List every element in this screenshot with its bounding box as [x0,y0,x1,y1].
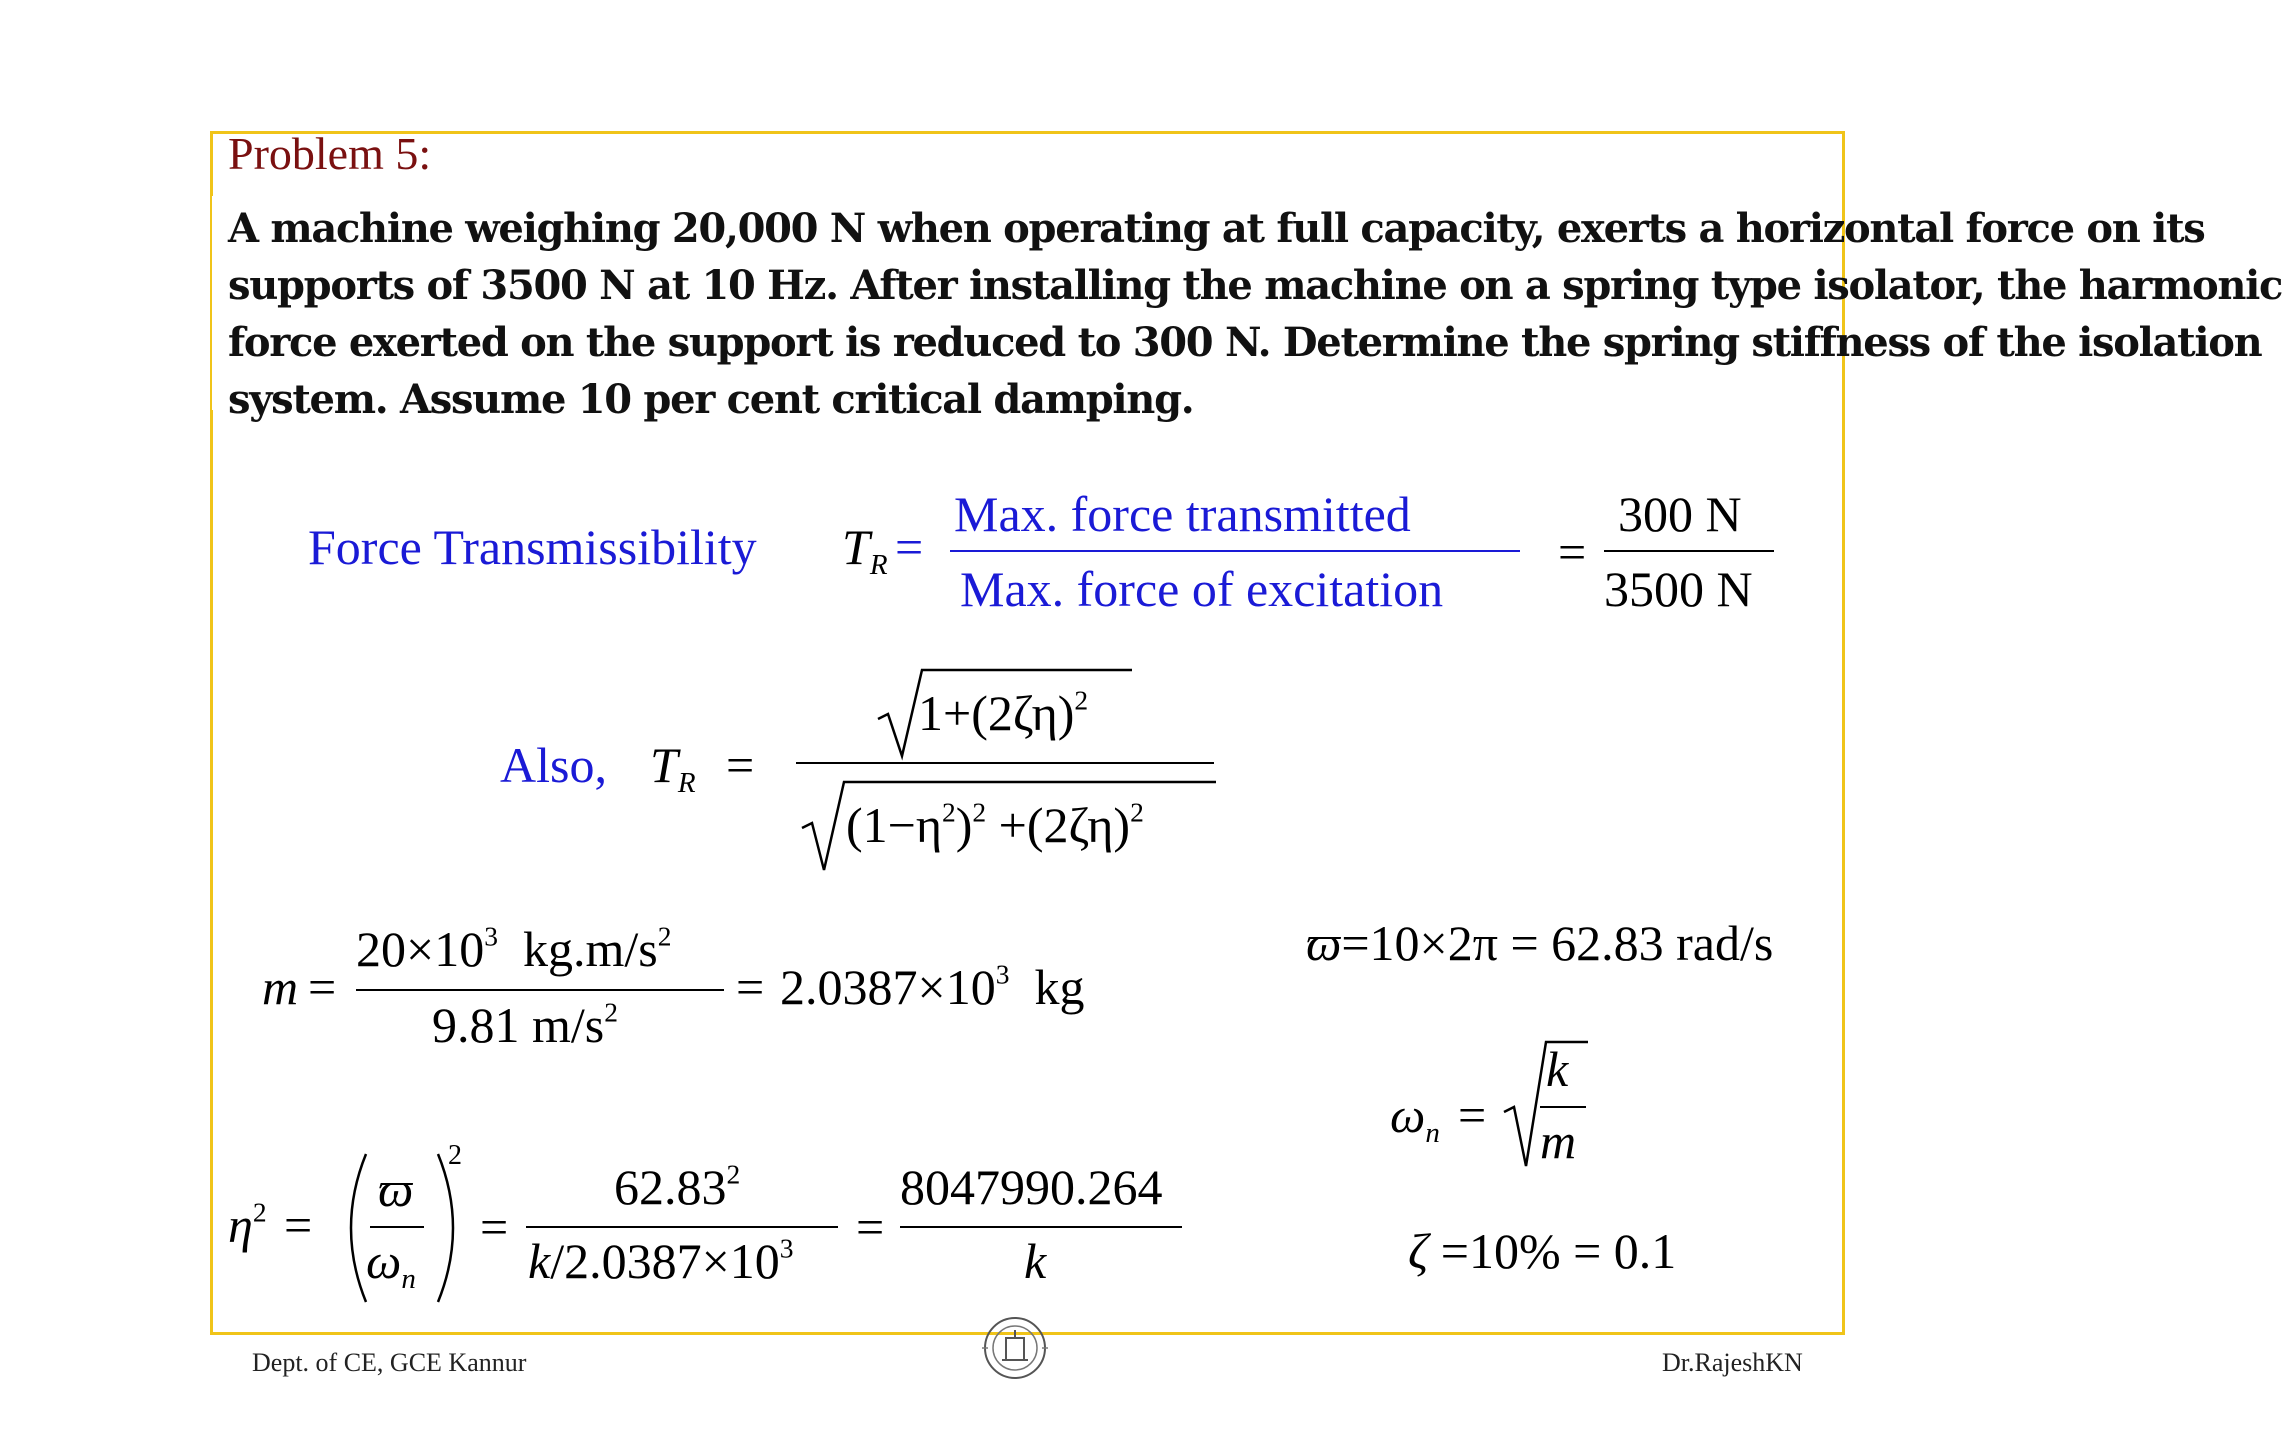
eta-equals-3: = [856,1199,885,1255]
ft-value-numerator: 300 N [1618,486,1742,542]
transmissibility-denominator: $(1-\eta^2)^2 +(2\zeta\eta)^2$ [846,796,1144,853]
damping-ratio: ζ =10% = 0.1 [1408,1223,1677,1279]
eta-denominator-3: k [1024,1233,1047,1289]
ft-symbol: $T_R$ [842,519,888,582]
footer-department: Dept. of CE, GCE Kannur [252,1348,527,1377]
footer-author: Dr.RajeshKN [1662,1348,1803,1377]
ft-equals-2: = [1558,524,1587,580]
eta-fraction-line-3 [900,1226,1182,1228]
mass-result: $2.0387\times 10^3$ kg [780,958,1085,1015]
also-label: Also, [500,737,607,793]
transmissibility-numerator: $1+(2\zeta\eta)^2$ [918,684,1089,741]
also-equals: = [726,737,755,793]
omega-n-equals: = [1458,1087,1487,1143]
ft-equals: = [895,519,924,575]
omega-n-numerator: k [1546,1041,1569,1097]
ft-denominator: Max. force of excitation [960,561,1444,617]
problem-line: A machine weighing 20,000 N when operating at full capacity, exerts a horizontal force on its [228,205,2205,252]
problem-statement [228,200,2282,428]
eta-numerator-3: 8047990.264 [900,1159,1163,1215]
eta-equals-2: = [480,1199,509,1255]
ft-numerator: Max. force transmitted [954,486,1411,542]
problem-line: supports of 3500 N at 10 Hz. After installing the machine on a spring type isolator, the harmonic [228,262,2282,309]
mass-numerator: $20\times 10^3$ $kg.m/s^2$ [356,920,672,977]
mass-fraction-line [356,989,724,991]
mass-equals: = [308,959,337,1015]
ft-label: Force Transmissibility [308,519,757,575]
also-symbol: $T_R$ [650,737,696,800]
eta-denominator-2: $k/2.0387\times 10^3$ [528,1232,794,1289]
mass-denominator: 9.81 $m/s^2$ [432,996,618,1053]
omega-n-fraction-line [1540,1106,1586,1108]
omega-n-lhs: $\omega_n$ [1390,1087,1440,1150]
eta-paren-exponent: 2 [448,1140,462,1171]
eta-numerator-2: 62.83$^2$ [614,1158,741,1215]
problem-line: system. Assume 10 per cent critical damping. [228,376,1194,423]
eta-frac-denominator: $\omega_n$ [366,1233,416,1296]
eta-lhs: $\eta^2$ [228,1196,267,1253]
eta-equals: = [284,1197,313,1253]
problem-title: Problem 5: [228,128,432,179]
problem-line: force exerted on the support is reduced to 300 N. Determine the spring stiffness of the isolation [228,319,2262,366]
omega-n-denominator: m [1540,1113,1577,1169]
mass-lhs: m [262,959,299,1015]
forcing-frequency: ϖ=10×2π = 62.83 rad/s [1306,915,1774,971]
eta-frac-numerator: ϖ [378,1161,414,1217]
eta-fraction-line-2 [526,1226,838,1228]
mass-rhs-equals: = [736,959,765,1015]
ft-value-fraction-line [1604,550,1774,552]
transmissibility-fraction-line [796,762,1214,764]
ft-value-denominator: 3500 N [1604,561,1753,617]
college-emblem-icon [980,1310,1050,1386]
ft-fraction-line [950,550,1520,552]
eta-inner-fraction-line [370,1226,424,1228]
